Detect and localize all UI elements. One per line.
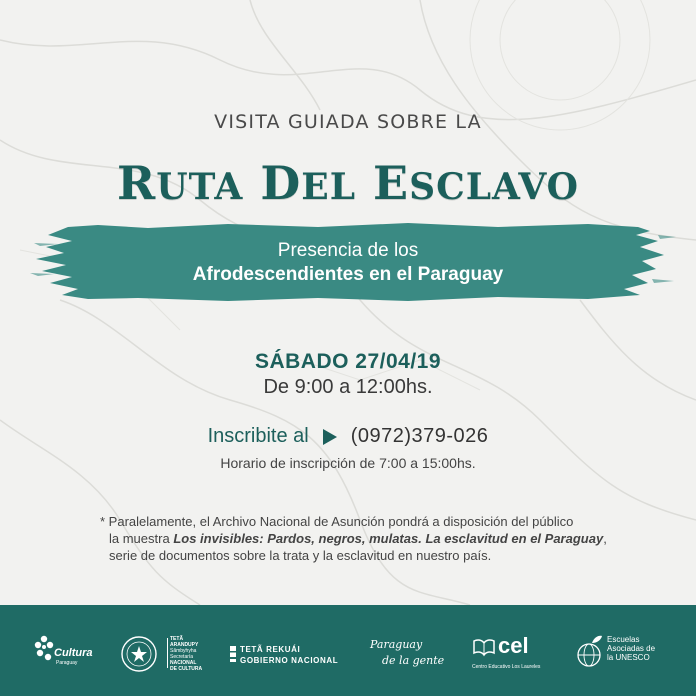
rekuai-line-2: GOBIERNO NACIONAL bbox=[240, 656, 339, 665]
signup-row bbox=[0, 425, 696, 448]
title-word-1: RUTA bbox=[116, 156, 244, 210]
footnote-line-1: * Paralelamente, el Archivo Nacional de Asunción pondrá a disposición del público bbox=[100, 514, 574, 529]
banner-line-2: Afrodescendientes en el Paraguay bbox=[192, 264, 504, 285]
play-icon bbox=[323, 429, 337, 445]
arandupy-line-4: Secretaría bbox=[170, 654, 194, 660]
gobierno-nacional-logo bbox=[230, 645, 350, 667]
book-icon bbox=[472, 637, 496, 657]
arandupy-line-5: NACIONAL bbox=[170, 660, 197, 666]
arandupy-logo bbox=[120, 633, 230, 673]
arandupy-line-2: ARANDUPY bbox=[170, 642, 199, 648]
footnote-line-3: serie de documentos sobre la trata y la esclavitud en nuestro país. bbox=[109, 548, 492, 563]
pyg-line-2: de la gente bbox=[382, 654, 445, 667]
unesco-line-1: Escuelas bbox=[607, 635, 640, 644]
cultura-sub: Paraguay bbox=[56, 660, 78, 666]
signup-hours: Horario de inscripción de 7:00 a 15:00hs. bbox=[220, 455, 476, 471]
sponsor-footer bbox=[0, 605, 696, 696]
event-date: SÁBADO 27/04/19 bbox=[254, 350, 442, 373]
signup-phone[interactable]: (0972)379-026 bbox=[350, 425, 489, 447]
cel-logo bbox=[472, 635, 572, 675]
cultura-word: Cultura bbox=[54, 647, 93, 659]
cel-sub: Centro Educativo Los Laureles bbox=[472, 664, 541, 670]
footnote-line-2: la muestra Los invisibles: Pardos, negros, mulatas. La esclavitud en el Paraguay, bbox=[109, 531, 607, 546]
rekuai-line-1: TETÃ REKUÁI bbox=[240, 645, 301, 654]
cel-word: cel bbox=[498, 633, 529, 658]
arandupy-line-1: TETÃ bbox=[170, 636, 184, 642]
cultura-logo bbox=[34, 633, 94, 673]
divider bbox=[167, 638, 168, 668]
arandupy-line-6: DE CULTURA bbox=[170, 666, 203, 672]
unesco-line-3: la UNESCO bbox=[607, 653, 650, 662]
event-time: De 9:00 a 12:00hs. bbox=[263, 376, 433, 398]
title-word-3: ESCLAVO bbox=[373, 156, 580, 210]
unesco-logo bbox=[576, 633, 686, 677]
signup-label: Inscribite al bbox=[207, 425, 309, 447]
banner-line-1: Presencia de los bbox=[277, 240, 419, 261]
pyg-line-1: Paraguay bbox=[370, 638, 423, 651]
unesco-line-2: Asociadas de bbox=[607, 644, 656, 653]
paraguay-de-la-gente-logo bbox=[370, 638, 445, 678]
brush-stroke-banner bbox=[28, 213, 678, 313]
exhibit-title: Los invisibles: Pardos, negros, mulatas. La esclavitud en el Paraguay bbox=[173, 531, 604, 546]
intro-text: VISITA GUIADA SOBRE LA bbox=[214, 111, 482, 133]
footnote bbox=[100, 513, 620, 564]
main-title bbox=[0, 156, 696, 210]
seal-icon bbox=[120, 635, 158, 673]
arandupy-line-3: Sãmbyhyha bbox=[170, 648, 197, 654]
globe-icon bbox=[576, 633, 604, 669]
flag-mark-icon bbox=[230, 646, 236, 662]
title-word-2: DEL bbox=[260, 156, 357, 210]
